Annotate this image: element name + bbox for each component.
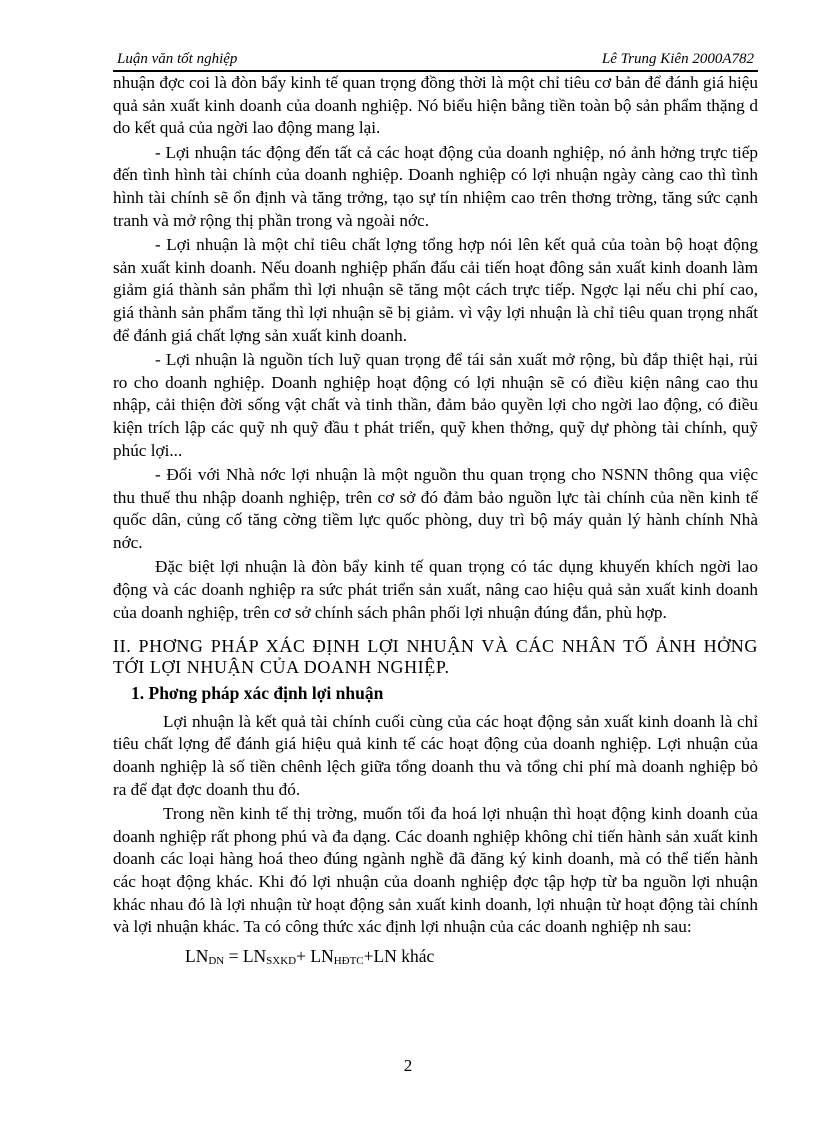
formula-term-1: LN <box>242 945 267 966</box>
formula-term-2: LN <box>310 945 334 966</box>
header-author: Lê Trung Kiên 2000A782 <box>601 51 754 67</box>
document-body <box>113 72 758 972</box>
formula-term-1-sub: SXKD <box>266 954 297 967</box>
formula-plus-1: + <box>296 945 311 966</box>
page-number: 2 <box>403 1056 413 1075</box>
formula-term-2-sub: HĐTC <box>333 954 364 967</box>
paragraph-4: - Lợi nhuận là nguồn tích luỹ quan trọng để tái sản xuất mở rộng, bù đắp thiệt hại, rủi ro cho doanh nghiệp. Doanh nghiệp hoạt động có lợi nhuận sẽ có điều kiện nâng cao thu nhập, cải thiện đời sống vật chất và tinh thần, đảm bảo quyền lợi cho ngời lao động, có điều kiện trích lập các quỹ nh quỹ đầu t phát triển, quỹ khen thởng, quỹ dự phòng tài chính, quỹ phúc lợi... <box>113 350 758 460</box>
paragraph-5: - Đối với Nhà nớc lợi nhuận là một nguồn thu quan trọng cho NSNN thông qua việc thu thuế thu nhập doanh nghiệp, trên cơ sở đó đảm bảo nguồn lực tài chính của nền kinh tế quốc dân, củng cố tăng cờng tiềm lực quốc phòng, duy trì bộ máy quản lý hành chính Nhà nớc. <box>113 465 758 552</box>
paragraph-6: Đặc biệt lợi nhuận là đòn bẩy kinh tế quan trọng có tác dụng khuyến khích ngời lao động và các doanh nghiệp ra sức phát triển sản xuất, nâng cao hiệu quả sản xuất kinh doanh của doanh nghiệp, trên cơ sở chính sách phân phối lợi nhuận đúng đắn, phù hợp. <box>113 557 758 622</box>
paragraph-7: Lợi nhuận là kết quả tài chính cuối cùng của các hoạt động sản xuất kinh doanh là chỉ tiêu chất lợng để đánh giá hiệu quả kinh tế các hoạt động của doanh nghiệp. Lợi nhuận của doanh nghiệp là số tiền chênh lệch giữa tổng doanh thu và tổng chi phí mà doanh nghiệp bỏ ra để đạt đợc doanh thu đó. <box>113 711 758 799</box>
formula-lhs-sub: DN <box>208 954 225 967</box>
paragraph-3: - Lợi nhuận là một chỉ tiêu chất lợng tổng hợp nói lên kết quả của toàn bộ hoạt động sản xuất kinh doanh. Nếu doanh nghiệp phấn đấu cải tiến hoạt đông sản xuất kinh doanh làm giảm giá thành sản phẩm thì lợi nhuận sẽ tăng một cách trực tiếp. Ngợc lại nếu chi phí cao, giá thành sản phẩm tăng thì lợi nhuận sẽ bị giảm. vì vậy lợi nhuận là chỉ tiêu quan trọng nhất để đánh giá chất lợng sản xuất kinh doanh. <box>113 235 758 345</box>
page-header <box>117 48 754 68</box>
paragraph-1: nhuận đợc coi là đòn bẩy kinh tế quan trọng đồng thời là một chỉ tiêu cơ bản để đánh giá hiệu quả sản xuất kinh doanh của doanh nghiệp. Nó biểu hiện bằng tiền toàn bộ sản phẩm thặng d do kết quả của ngời lao động mang lại. <box>113 73 758 138</box>
subsection-heading: 1. Phơng pháp xác định lợi nhuận <box>131 683 384 704</box>
header-thesis-title: Luận văn tốt nghiệp <box>117 51 238 67</box>
formula-equals: = <box>224 945 243 966</box>
section-heading: II. PHƠNG PHÁP XÁC ĐỊNH LỢI NHUẬN VÀ CÁC NHÂN TỐ ẢNH HỞNG TỚI LỢI NHUẬN CỦA DOANH NGHIỆP. <box>113 636 758 678</box>
formula-lhs: LN <box>185 945 209 966</box>
paragraph-2: - Lợi nhuận tác động đến tất cả các hoạt động của doanh nghiệp, nó ảnh hởng trực tiếp đến tình hình tài chính của doanh nghiệp. Doanh nghiệp có lợi nhuận ngày càng cao thì tình hình tài chính sẽ ổn định và tăng trởng, tạo sự tín nhiệm cao trên thơng trờng, tăng sức cạnh tranh và mở rộng thị phần trong và ngoài nớc. <box>113 142 758 230</box>
profit-formula <box>185 945 758 973</box>
paragraph-8: Trong nền kinh tế thị trờng, muốn tối đa hoá lợi nhuận thì hoạt động kinh doanh của doanh nghiệp rất phong phú và đa dạng. Các doanh nghiệp không chỉ tiến hành sản xuất kinh doanh các loại hàng hoá theo đúng ngành nghề đã đăng ký kinh doanh, mà có thể tiến hành các hoạt động khác. Khi đó lợi nhuận của doanh nghiệp đợc tập hợp từ ba nguồn lợi nhuận khác nhau đó là lợi nhuận từ hoạt động sản xuất kinh doanh, lợi nhuận từ hoạt động tài chính và lợi nhuận khác. Ta có công thức xác định lợi nhuận của các doanh nghiệp nh sau: <box>113 804 758 937</box>
formula-term-3: LN khác <box>373 945 435 966</box>
formula-plus-2: + <box>363 945 374 966</box>
